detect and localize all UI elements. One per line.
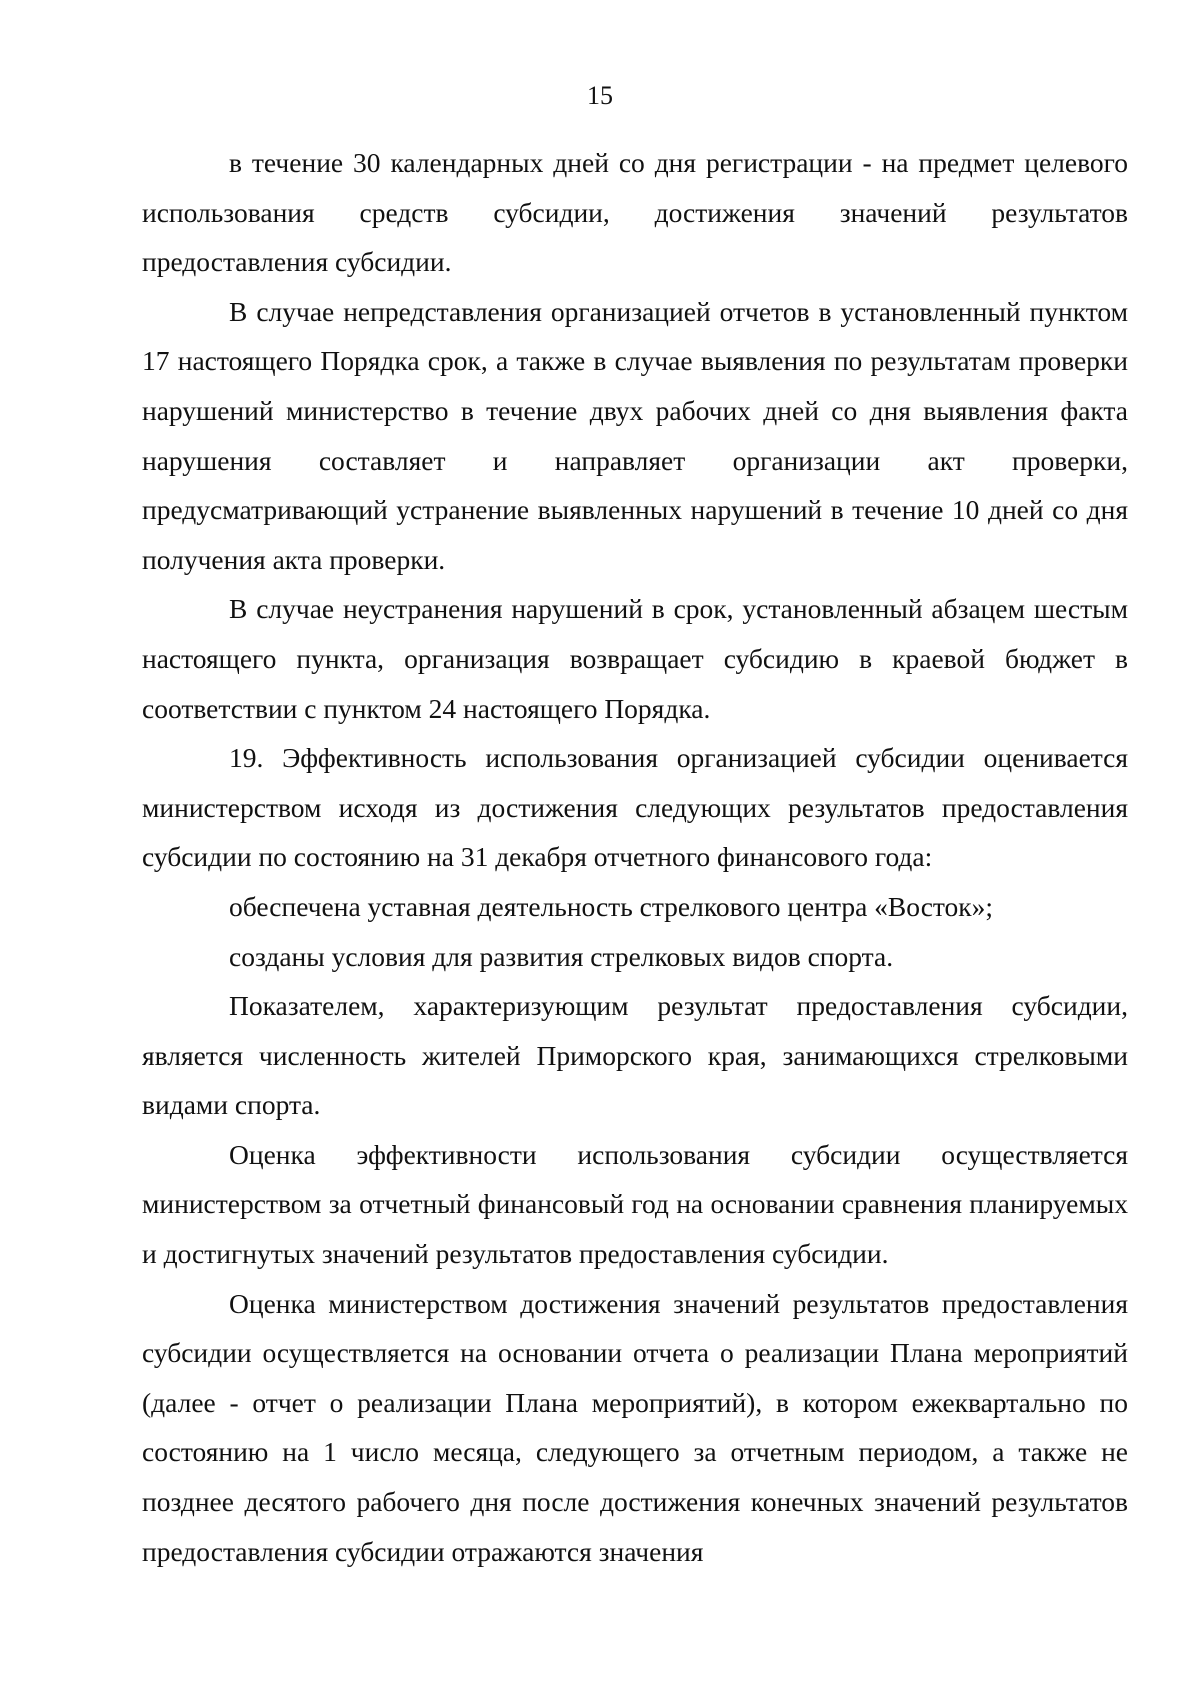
paragraph-efficiency-assessment: Оценка эффективности использования субсидии осуществляется министерством за отчетный финансовый год на основании сравнения планируемых и достигнутых значений результатов предоставления субсидии. <box>142 1138 1128 1270</box>
paragraph-achievement-assessment: Оценка министерством достижения значений результатов предоставления субсидии осуществляется на основании отчета о реализации Плана мероприятий (далее - отчет о реализации Плана мероприятий), в котором ежеквартально по состоянию на 1 число месяца, следующего за отчетным периодом, а также не позднее десятого рабочего дня после достижения конечных значений результатов предоставления субсидии отражаются значения <box>142 1287 1128 1567</box>
document-body <box>142 138 1128 1576</box>
paragraph-item-19: 19. Эффективность использования организацией субсидии оценивается министерством исходя из достижения следующих результатов предоставления субсидии по состоянию на 31 декабря отчетного финансового года: <box>142 742 1128 873</box>
paragraph-nonsubmission: В случае непредставления организацией отчетов в установленный пунктом 17 настоящего Порядка срок, а также в случае выявления по результатам проверки нарушений министерство в течение двух рабочих дней со дня выявления факта нарушения составляет и направляет организации акт проверки, предусматривающий устранение выявленных нарушений в течение 10 дней со дня получения акта проверки. <box>142 295 1128 575</box>
paragraph-indicator: Показателем, характеризующим результат предоставления субсидии, является численность жителей Приморского края, занимающихся стрелковыми видами спорта. <box>142 990 1128 1121</box>
paragraph-continuation: в течение 30 календарных дней со дня регистрации - на предмет целевого использования средств субсидии, достижения значений результатов предоставления субсидии. <box>142 147 1128 278</box>
paragraph-noncorrection: В случае неустранения нарушений в срок, установленный абзацем шестым настоящего пункта, организация возвращает субсидию в краевой бюджет в соответствии с пунктом 24 настоящего Порядка. <box>142 593 1128 724</box>
paragraph-result-2: созданы условия для развития стрелковых видов спорта. <box>229 940 894 972</box>
paragraph-result-1: обеспечена уставная деятельность стрелкового центра «Восток»; <box>229 890 994 922</box>
page-number: 15 <box>587 81 613 110</box>
